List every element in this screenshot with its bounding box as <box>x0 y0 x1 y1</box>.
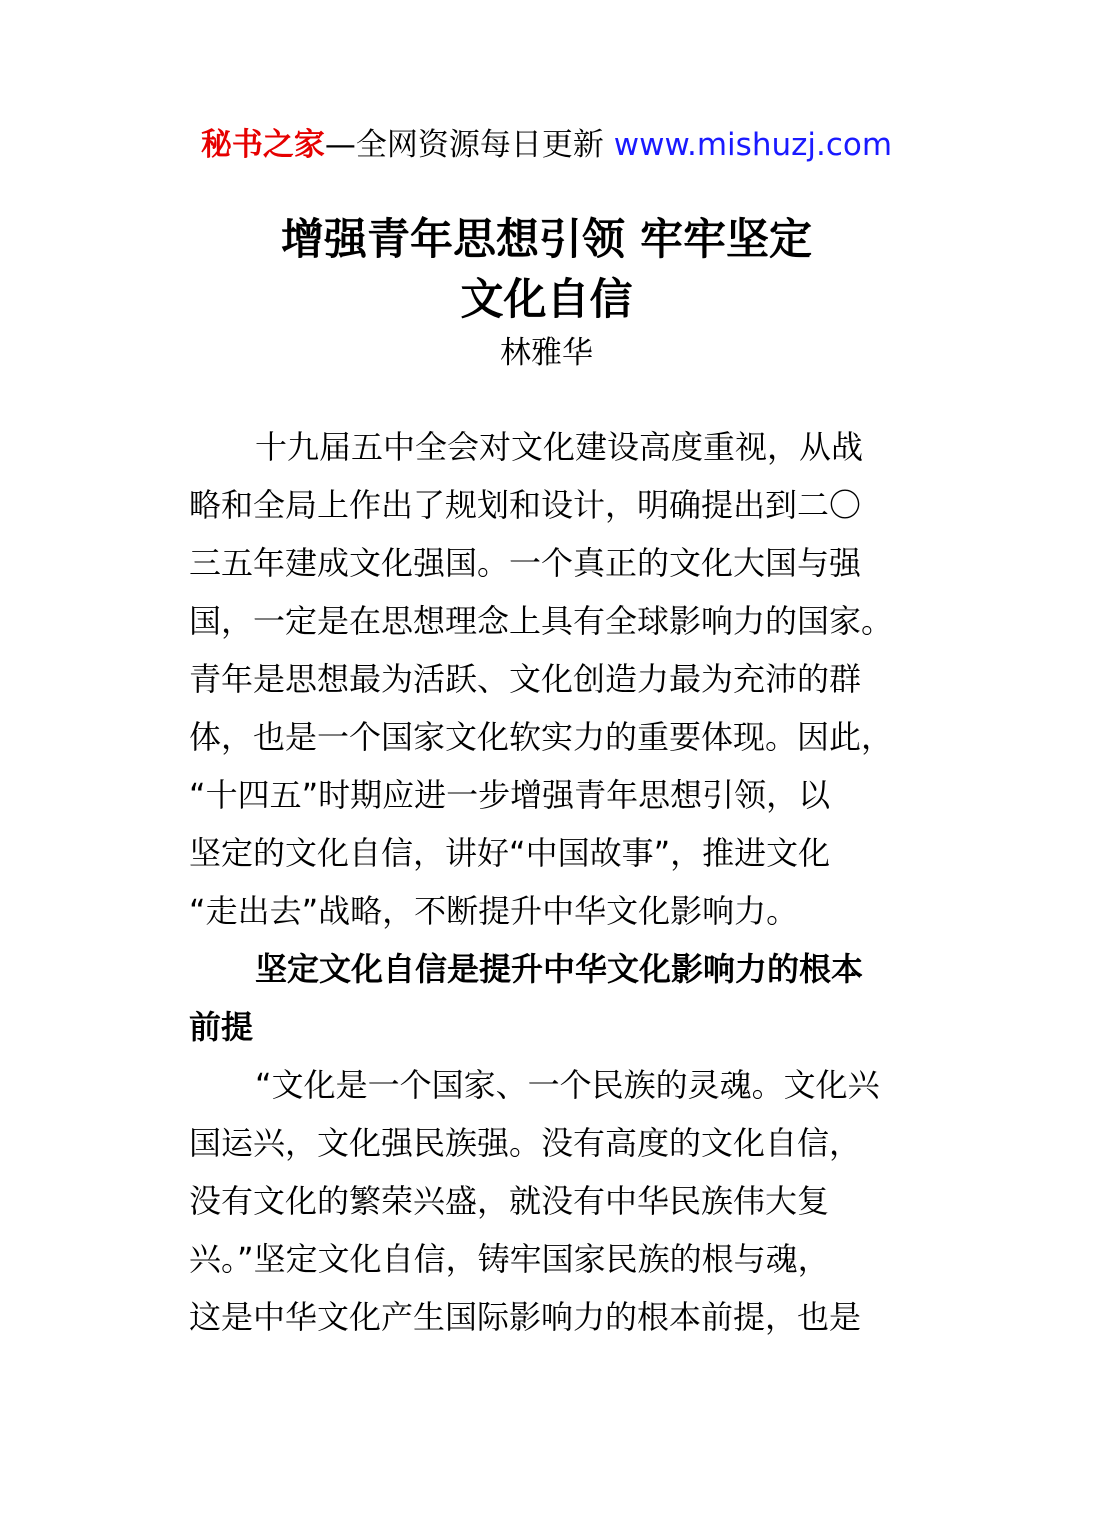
paragraph-line: “文化是一个国家、一个民族的灵魂。文化兴 <box>255 1066 880 1104</box>
title-line-2: 文化自信 <box>460 275 633 325</box>
title-line-1: 增强青年思想引领 牢牢坚定 <box>281 215 812 265</box>
paragraph-line: 兴。”坚定文化自信，铸牢国家民族的根与魂， <box>189 1240 830 1278</box>
article-title <box>0 210 1093 330</box>
paragraph-line: 十九届五中全会对文化建设高度重视，从战 <box>255 428 864 466</box>
paragraph-line: 国，一定是在思想理念上具有全球影响力的国家。 <box>189 602 894 640</box>
header-tagline: —全网资源每日更新 <box>324 127 604 163</box>
paragraph-line: “十四五”时期应进一步增强青年思想引领，以 <box>189 776 831 814</box>
paragraph-line: 没有文化的繁荣兴盛，就没有中华民族伟大复 <box>189 1182 830 1220</box>
article-body <box>189 418 939 1346</box>
paragraph-line: “走出去”战略，不断提升中华文化影响力。 <box>189 892 799 930</box>
site-url-link[interactable]: www.mishuzj.com <box>613 127 893 163</box>
paragraph-line: 体，也是一个国家文化软实力的重要体现。因此， <box>189 718 894 756</box>
section-heading: 坚定文化自信是提升中华文化影响力的根本 <box>255 950 864 988</box>
paragraph-line: 青年是思想最为活跃、文化创造力最为充沛的群 <box>189 660 862 698</box>
paragraph-line: 略和全局上作出了规划和设计，明确提出到二〇 <box>189 486 862 524</box>
author-name: 林雅华 <box>500 335 593 371</box>
paragraph-line: 坚定的文化自信，讲好“中国故事”，推进文化 <box>189 834 831 872</box>
paragraph-line: 国运兴，文化强民族强。没有高度的文化自信， <box>189 1124 862 1162</box>
paragraph-line: 三五年建成文化强国。一个真正的文化大国与强 <box>189 544 862 582</box>
paragraph-line: 这是中华文化产生国际影响力的根本前提，也是 <box>189 1298 862 1336</box>
site-header <box>0 124 1093 166</box>
section-heading: 前提 <box>189 1008 254 1046</box>
brand-name: 秘书之家 <box>200 127 325 163</box>
